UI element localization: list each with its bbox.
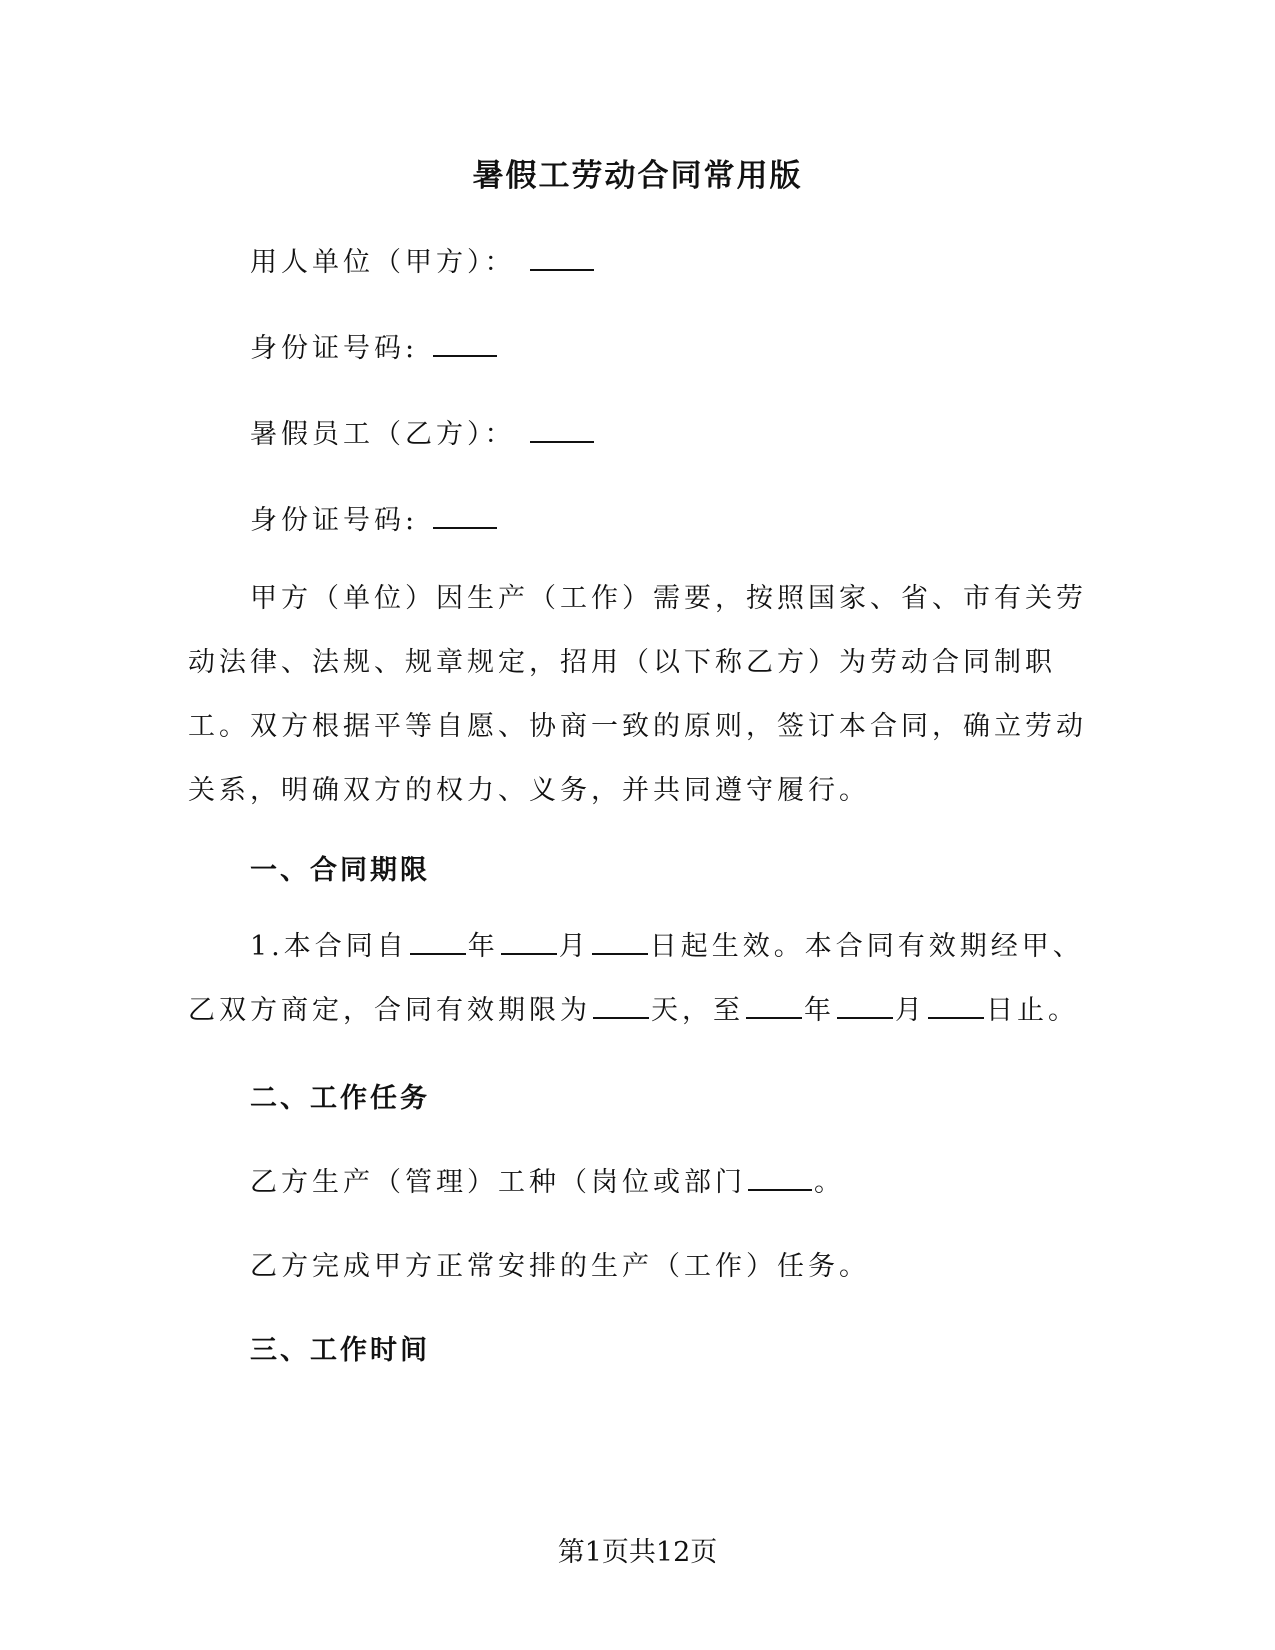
month-label: 月	[558, 931, 590, 962]
employee-blank[interactable]	[530, 415, 594, 443]
end-month-blank[interactable]	[837, 991, 893, 1019]
end-day-blank[interactable]	[928, 991, 984, 1019]
start-year-blank[interactable]	[410, 927, 466, 955]
job-type-end: 。	[814, 1167, 845, 1198]
section-1-heading: 一、合同期限	[250, 855, 430, 886]
intro-paragraph: 甲方（单位）因生产（工作）需要，按照国家、省、市有关劳动法律、法规、规章规定，招用（以下称乙方）为劳动合同制职工。双方根据平等自愿、协商一致的原则，签订本合同，确立劳动关系，明确双方的权力、义务，并共同遵守履行。	[188, 583, 1087, 806]
employer-id-field	[250, 326, 499, 365]
term-text-middle: 日起生效。本合同有效期经甲、乙双方商定，合同有效期限为	[188, 931, 1084, 1026]
document-title: 暑假工劳动合同常用版	[472, 158, 803, 194]
employer-label: 用人单位（甲方）：	[250, 247, 516, 278]
employee-id-blank[interactable]	[433, 501, 497, 529]
employee-id-label: 身份证号码:	[250, 505, 419, 536]
employer-id-blank[interactable]	[433, 329, 497, 357]
start-day-blank[interactable]	[592, 927, 648, 955]
end-month-label: 月	[895, 995, 926, 1026]
start-month-blank[interactable]	[501, 927, 557, 955]
section-1-paragraph	[188, 915, 1088, 1043]
section-2-paragraph-1	[250, 1160, 845, 1199]
employee-label: 暑假员工（乙方）：	[250, 419, 516, 450]
term-text-until: 天，至	[651, 995, 744, 1026]
employee-id-field	[250, 498, 499, 537]
end-year-blank[interactable]	[746, 991, 802, 1019]
term-text-start: 1.本合同自	[250, 931, 408, 962]
job-type-text: 乙方生产（管理）工种（岗位或部门	[250, 1167, 746, 1198]
section-2-heading: 二、工作任务	[250, 1083, 430, 1114]
end-year-label: 年	[804, 995, 835, 1026]
employer-id-label: 身份证号码:	[250, 333, 419, 364]
term-days-blank[interactable]	[593, 991, 649, 1019]
term-text-end: 日止。	[986, 995, 1079, 1026]
page-footer: 第1页共12页	[557, 1537, 718, 1568]
job-type-blank[interactable]	[748, 1163, 812, 1191]
year-label: 年	[467, 931, 499, 962]
employee-field	[250, 412, 596, 451]
section-3-heading: 三、工作时间	[250, 1335, 430, 1366]
employer-blank[interactable]	[530, 243, 594, 271]
employer-field	[250, 240, 596, 279]
section-2-paragraph-2: 乙方完成甲方正常安排的生产（工作）任务。	[250, 1251, 870, 1282]
